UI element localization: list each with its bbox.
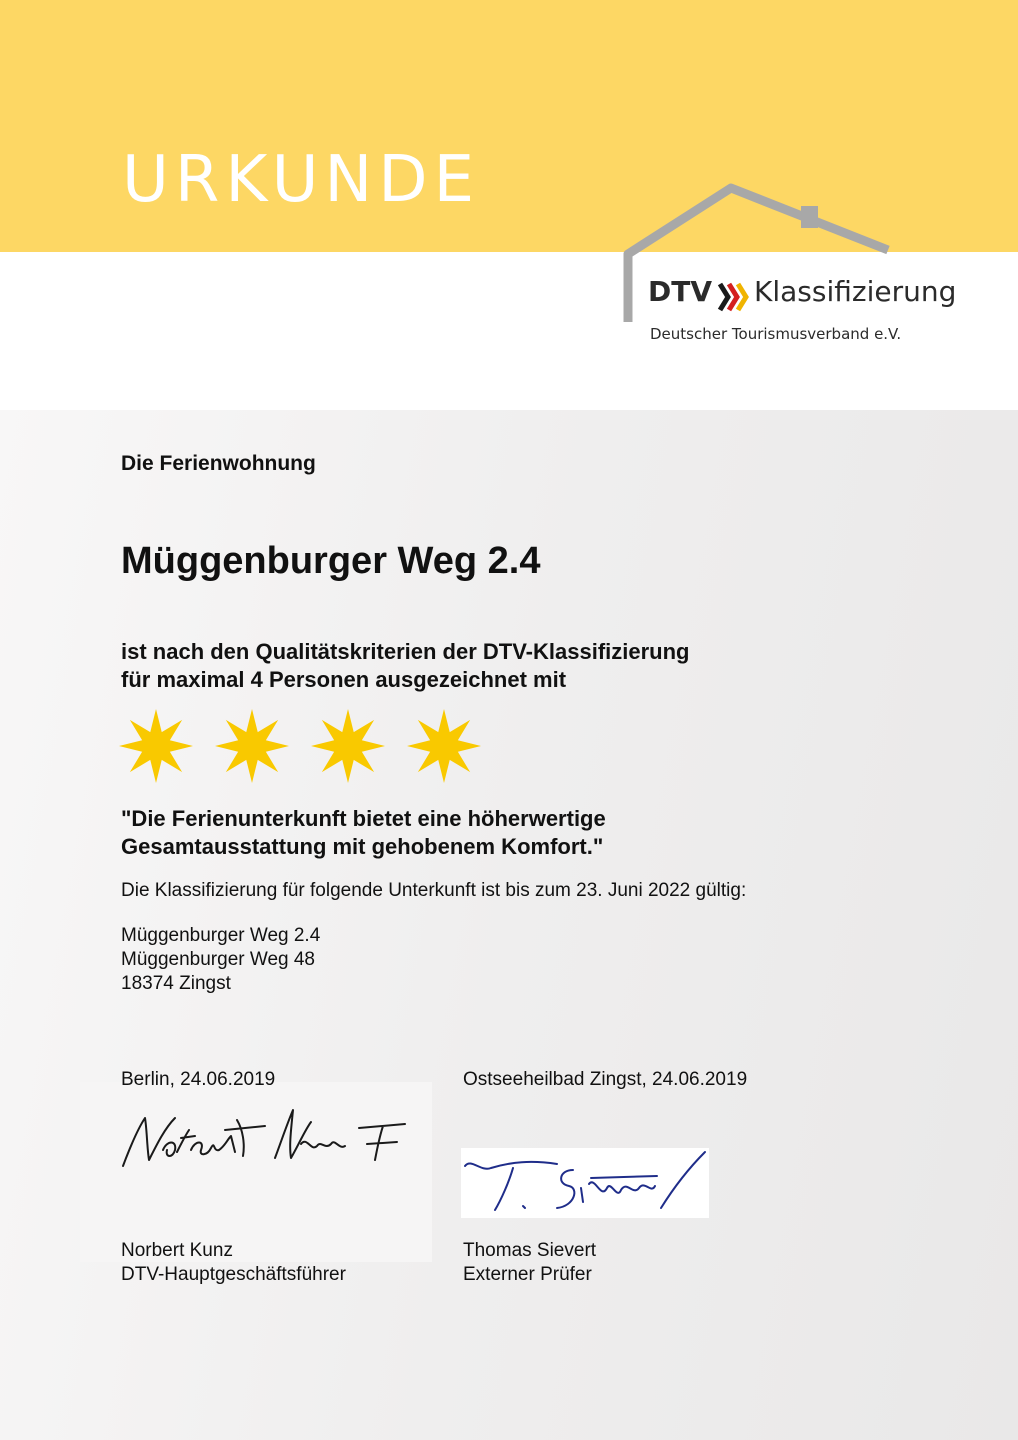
signatory-left: [121, 1239, 346, 1287]
rating-quote: [121, 805, 606, 861]
signatory-right: [463, 1239, 596, 1287]
quote-line-2: Gesamtausstattung mit gehobenem Komfort.": [121, 834, 604, 859]
property-name: Müggenburger Weg 2.4: [121, 540, 541, 582]
address-line-1: Müggenburger Weg 2.4: [121, 925, 321, 946]
validity-text: Die Klassifizierung für folgende Unterkunft ist bis zum 23. Juni 2022 gültig:: [121, 880, 747, 901]
quote-line-1: "Die Ferienunterkunft bietet eine höherwertige: [121, 806, 606, 831]
criteria-line-1: ist nach den Qualitätskriterien der DTV-Klassifizierung: [121, 639, 690, 664]
criteria-text: [121, 638, 689, 694]
place-date-left: Berlin, 24.06.2019: [121, 1069, 276, 1090]
address-line-2: Müggenburger Weg 48: [121, 949, 315, 970]
intro-text: Die Ferienwohnung: [121, 452, 316, 475]
signatory-left-name: Norbert Kunz: [121, 1240, 233, 1261]
address-line-3: 18374 Zingst: [121, 973, 231, 994]
signature-norbert-kunz: [115, 1100, 415, 1180]
dtv-logo: [618, 180, 968, 360]
signature-thomas-sievert: [461, 1148, 709, 1218]
place-date-right: Ostseeheilbad Zingst, 24.06.2019: [463, 1069, 748, 1090]
logo-brand: DTV: [648, 275, 713, 308]
signatory-right-name: Thomas Sievert: [463, 1240, 597, 1261]
address-block: [121, 924, 320, 996]
criteria-line-2: für maximal 4 Personen ausgezeichnet mit: [121, 667, 567, 692]
star-icon: [406, 708, 482, 784]
star-rating: [118, 708, 488, 788]
logo-name: Klassifizierung: [754, 275, 957, 308]
star-icon: [118, 708, 194, 784]
signatory-right-role: Externer Prüfer: [463, 1264, 592, 1285]
logo-subtitle: Deutscher Tourismusverband e.V.: [650, 325, 902, 343]
document-title: URKUNDE: [122, 143, 480, 217]
star-icon: [310, 708, 386, 784]
signatory-left-role: DTV-Hauptgeschäftsführer: [121, 1264, 346, 1285]
chevrons-icon: [720, 284, 746, 310]
star-icon: [214, 708, 290, 784]
